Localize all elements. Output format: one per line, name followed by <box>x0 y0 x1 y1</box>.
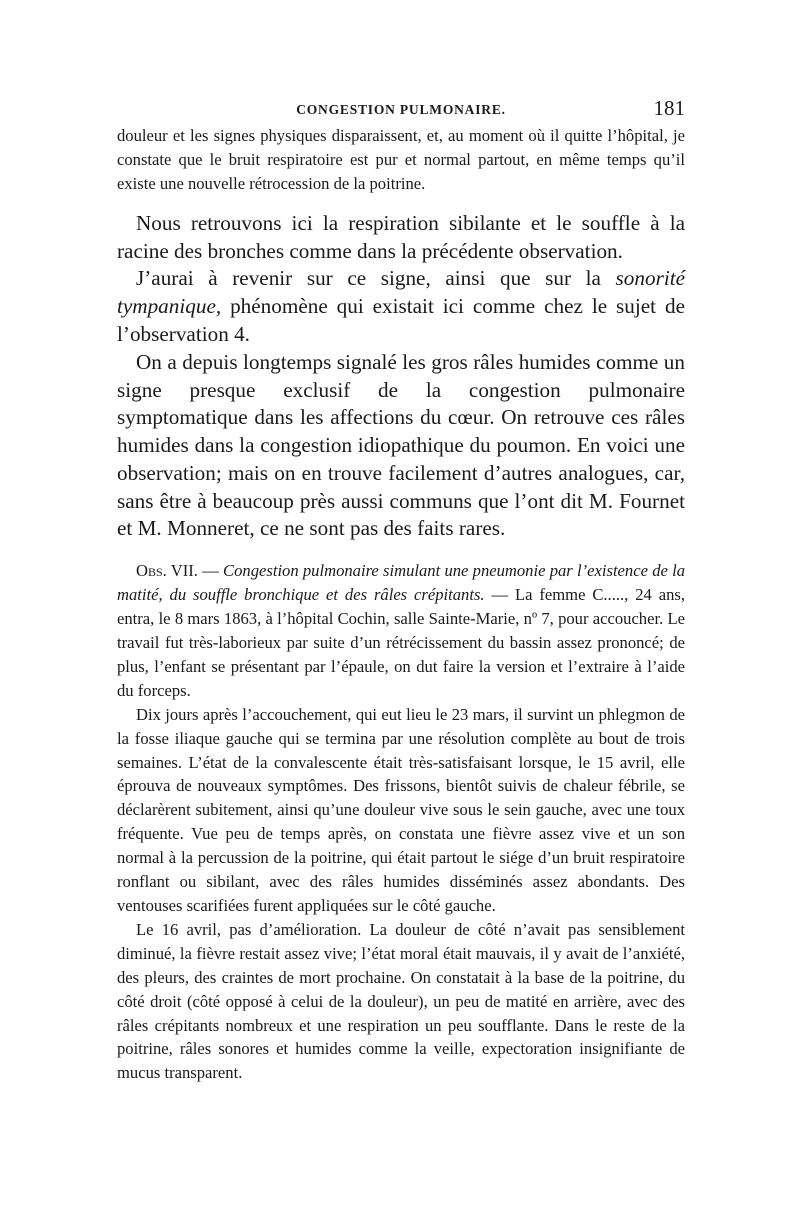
paragraph-16-avril: Le 16 avril, pas d’amélioration. La douleur de côté n’avait pas sensiblement diminué, la fièvre restait assez vive; l’état moral était mauvais, il y avait de l’anxiété, des pleurs, des craintes de mort prochaine. On constatait à la base de la poitrine, du côté droit (côté opposé à celui de la douleur), un peu de matité en arrière, avec des râles crépitants nombreux et une respiration un peu soufflante. Dans le reste de la poitrine, râles sonores et humides comme la veille, expectoration insignifiante de mucus transparent. <box>117 919 685 1083</box>
book-page <box>117 96 685 1085</box>
paragraph-respiration-sibilante: Nous retrouvons ici la respiration sibilante et le souffle à la racine des bronches comme dans la précédente observation. <box>117 210 685 263</box>
paragraph-rales-humides: On a depuis longtemps signalé les gros râles humides comme un signe presque exclusif de la congestion pulmonaire symptomatique dans les affections du cœur. On retrouve ces râles humides dans la congestion idiopathique du poumon. En voici une observation; mais on en trouve facilement d’autres analogues, car, sans être à beaucoup près aussi communs que l’ont dit M. Fournet et M. Monneret, ce ne sont pas des faits rares. <box>117 349 685 541</box>
observation-label: Obs. VII. <box>136 561 198 581</box>
paragraph-dix-jours: Dix jours après l’accouchement, qui eut lieu le 23 mars, il survint un phlegmon de la fosse iliaque gauche qui se termina par une résolution complète au bout de trois semaines. L’état de la convalescente était très-satisfaisant lorsque, le 15 avril, elle éprouva de nouveaux symptômes. Des frissons, bientôt suivis de chaleur fébrile, se déclarèrent subitement, ainsi qu’une douleur vive sous le sein gauche, avec une toux fréquente. Vue peu de temps après, on constata une fièvre assez vive et un son normal à la percussion de la poitrine, qui était partout le siége d’un bruit respiratoire ronflant ou sibilant, avec des râles humides disséminés assez abondants. Des ventouses scarifiées furent appliquées sur le côté gauche. <box>117 704 685 915</box>
sonorite-tympanique-term: sonorité tympanique, <box>117 266 685 319</box>
observation-dash: — <box>197 561 224 581</box>
observation-text: — La femme C....., 24 ans, entra, le 8 mars 1863, à l’hôpital Cochin, salle Sainte-Marie, nº 7, pour accoucher. Le travail fut très-laborieux par suite d’un rétrécissement du bassin assez prononcé; de plus, l’enfant se présentant par l’épaule, on dut faire la version et l’extraire à l’aide du forceps. <box>117 585 685 700</box>
page-number: 181 <box>653 96 685 120</box>
paragraph-sonorite <box>117 265 685 348</box>
running-head <box>117 96 685 124</box>
paragraph-continuation: douleur et les signes physiques disparaissent, et, au moment où il quitte l’hôpital, je constate que le bruit respiratoire est pur et normal partout, en même temps qu’il existe une nouvelle rétrocession de la poitrine. <box>117 126 685 193</box>
paragraph-sonorite-end: phénomène qui existait ici comme chez le sujet de l’observation 4. <box>117 294 685 346</box>
observation-paragraph <box>117 559 685 702</box>
paragraph-sonorite-start: J’aurai à revenir sur ce signe, ainsi que sur la <box>136 266 616 291</box>
observation-title: Congestion pulmonaire simulant une pneumonie par l’existence de la matité, du souffle bronchique et des râles crépitants. <box>117 561 686 605</box>
running-title: CONGESTION PULMONAIRE. <box>296 102 506 117</box>
